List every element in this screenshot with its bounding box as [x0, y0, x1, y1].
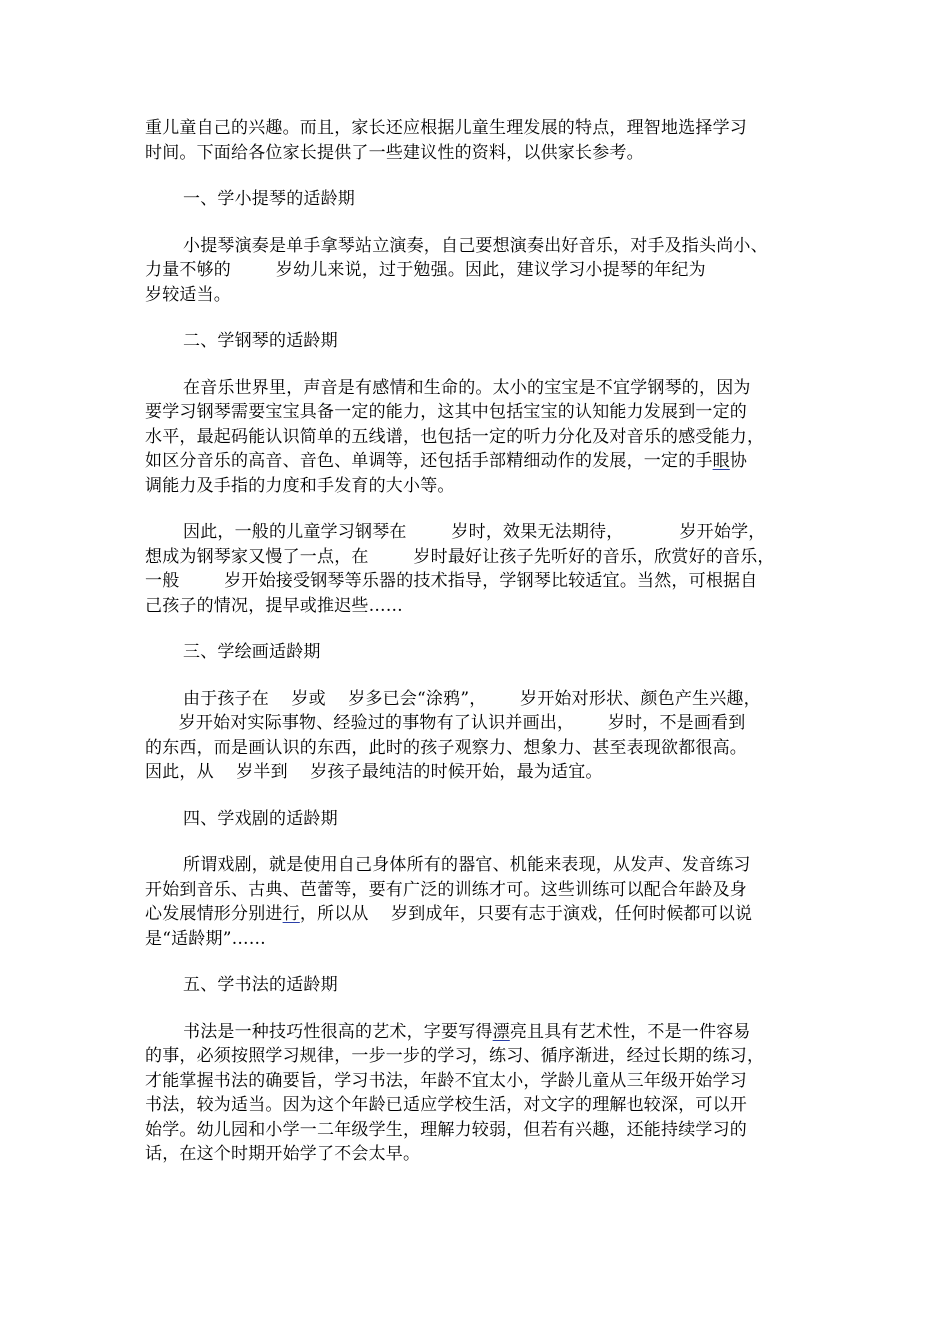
- text-line: 水平，最起码能认识简单的五线谱，也包括一定的听力分化及对音乐的感受能力，: [145, 426, 765, 447]
- underlined-word: 眼: [712, 451, 730, 471]
- text-span: ，所以从 岁到成年，只要有志于演戏，任何时候都可以说: [299, 904, 753, 924]
- text-line: 时间。下面给各位家长提供了一些建议性的资料，以供家长参考。: [145, 142, 644, 163]
- text-line: [145, 449, 806, 474]
- text-line: 岁较适当。: [145, 284, 231, 305]
- text-line: 调能力及手指的力度和手发育的大小等。: [145, 475, 455, 496]
- text-span: 亮且具有艺术性，不是一件容易: [509, 1021, 751, 1042]
- piano-paragraph-2: [145, 520, 806, 618]
- text-line: [145, 1020, 806, 1045]
- underlined-word: 漂: [492, 1021, 510, 1042]
- intro-paragraph: [145, 116, 806, 165]
- text-line: [145, 902, 806, 927]
- text-line: 所谓戏剧，就是使用自己身体所有的器官、机能来表现，从发声、发音练习: [183, 855, 751, 875]
- text-line: 要学习钢琴需要宝宝具备一定的能力，这其中包括宝宝的认知能力发展到一定的: [145, 402, 747, 422]
- text-line: 的东西，而是画认识的东西，此时的孩子观察力、想象力、甚至表现欲都很高。: [145, 737, 747, 758]
- text-span: 书法是一种技巧性很高的艺术，字要写得: [183, 1021, 493, 1042]
- section-heading-piano: 二、学钢琴的适龄期: [183, 331, 338, 351]
- text-span: 如区分音乐的高音、音色、单调等，还包括手部精细动作的发展，一定的手: [145, 451, 713, 471]
- section-heading-drawing: 三、学绘画适龄期: [183, 642, 321, 662]
- section-heading-drama: 四、学戏剧的适龄期: [183, 808, 338, 829]
- text-line: 的事，必须按照学习规律，一步一步的学习，练习、循序渐进，经过长期的练习，: [145, 1046, 765, 1066]
- text-line: 由于孩子在 岁或 岁多已会“涂鸦”， 岁开始对形状、颜色产生兴趣，: [183, 688, 761, 709]
- section-heading-violin: 一、学小提琴的适龄期: [183, 189, 355, 209]
- piano-paragraph-1: [145, 376, 806, 499]
- text-line: 岁开始对实际事物、经验过的事物有了认识并画出， 岁时，不是画看到: [145, 713, 746, 733]
- text-span: 协: [729, 451, 748, 471]
- text-line: 话，在这个时期开始学了不会太早。: [145, 1144, 421, 1164]
- text-line: 因此，一般的儿童学习钢琴在 岁时，效果无法期待， 岁开始学，: [183, 522, 766, 542]
- text-span: 心发展情形分别进: [145, 904, 283, 924]
- text-line: 一般 岁开始接受钢琴等乐器的技术指导，学钢琴比较适宜。当然，可根据自: [145, 571, 758, 591]
- text-line: 开始到音乐、古典、芭蕾等，要有广泛的训练才可。这些训练可以配合年龄及身: [145, 879, 747, 900]
- text-line: 想成为钢琴家又慢了一点，在 岁时最好让孩子先听好的音乐，欣赏好的音乐，: [145, 546, 775, 567]
- text-line: 始学。幼儿园和小学一二年级学生，理解力较弱，但若有兴趣，还能持续学习的: [145, 1119, 747, 1140]
- section-heading-calligraphy: 五、学书法的适龄期: [183, 975, 338, 995]
- text-line: 书法，较为适当。因为这个年龄已适应学校生活，对文字的理解也较深，可以开: [145, 1095, 747, 1115]
- text-line: 才能掌握书法的确要旨，学习书法，年龄不宜太小，学龄儿童从三年级开始学习: [145, 1070, 747, 1091]
- text-line: 重儿童自己的兴趣。而且，家长还应根据儿童生理发展的特点，理智地选择学习: [145, 118, 747, 138]
- text-line: 力量不够的 岁幼儿来说，过于勉强。因此，建议学习小提琴的年纪为: [145, 260, 706, 280]
- violin-paragraph: [145, 234, 806, 308]
- drama-paragraph: [145, 853, 806, 951]
- text-line: 因此，从 岁半到 岁孩子最纯洁的时候开始，最为适宜。: [145, 762, 603, 782]
- drawing-paragraph: [145, 687, 806, 785]
- calligraphy-paragraph: [145, 1020, 806, 1167]
- document-page: [145, 116, 806, 1167]
- text-line: 己孩子的情况，提早或推迟些……: [145, 595, 403, 616]
- text-line: 小提琴演奏是单手拿琴站立演奏，自己要想演奏出好音乐，对手及指头尚小、: [183, 235, 768, 256]
- text-line: 是“适龄期”……: [145, 928, 266, 949]
- underlined-word: 行: [282, 904, 300, 924]
- text-line: 在音乐世界里，声音是有感情和生命的。太小的宝宝是不宜学钢琴的，因为: [183, 377, 751, 398]
